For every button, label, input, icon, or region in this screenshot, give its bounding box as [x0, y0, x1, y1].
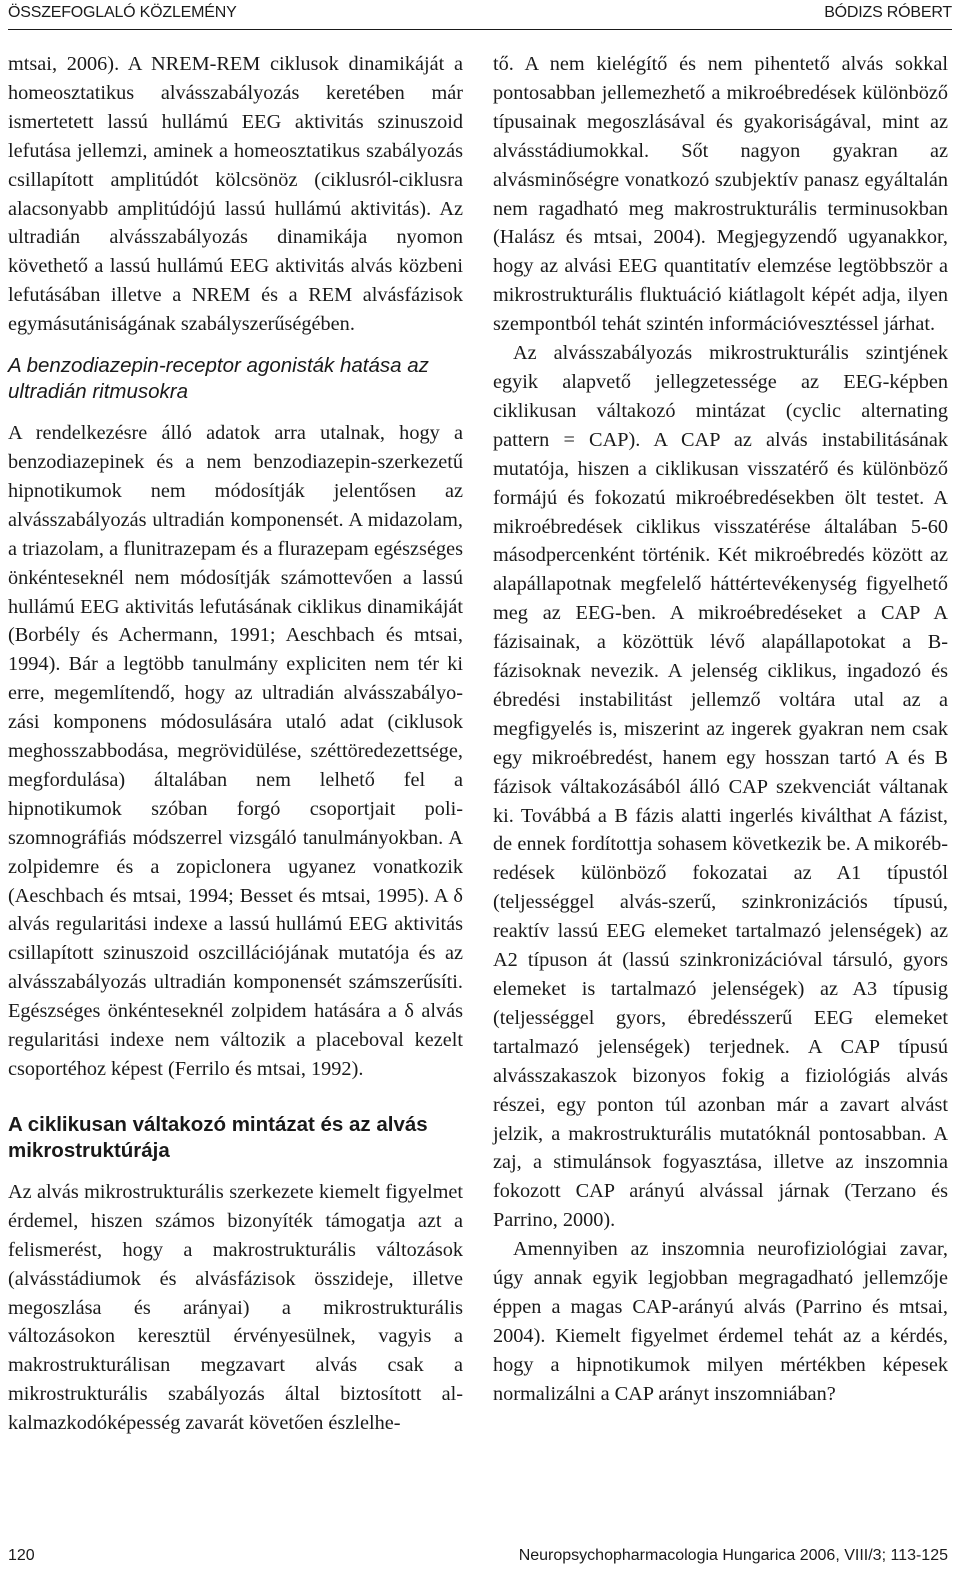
paragraph-microarousals: tő. A nem kielégítő és nem pihentető alvás sokkal pontosabban jellemezhető a mikroébredések különböző típusainak megoszlásával és gyakoriságával, mint az alvásstádiumokkal. Sőt nagyon gyakran az alvásminőségre vonatkozó szubjektív panasz egyáltalán nem ragadható meg makrostrukturális terminusokban (Halász és mtsai, 2004). Megjegyzendő ugyanakkor, hogy az alvási EEG quantitatív elemzése legtöbbször a mikrostrukturális fluktuáció kiátlagolt képét adja, ilyen szempontból tehát szintén információvesztéssel járhat.	[493, 53, 948, 336]
section-heading-cap: A ciklikusan váltakozó mintázat és az alvás mikrostruktúrája	[8, 1112, 428, 1162]
page-number: 120	[8, 1547, 35, 1564]
paragraph-benzodiazepine-effects: A rendelkezésre álló adatok arra utalnak, hogy a benzodiazepinek és a nem benzodiazepin-szerkezetű hipnotikumok nem módosítják jelentősen az alvásszabályozás ultradián komponensét. A midazolam, a triazolam, a flunitrazepam és a flurazepam egészséges önkénteseknél nem módosítják számottevően a lassú hullámú EEG aktivitás lefutásának ciklikus dinamikáját (Borbély és Achermann, 1991; Aeschbach és mtsai, 1994). Bár a legtöbb tanulmány expliciten nem tér ki erre, megemlítendő, hogy az ultradián alvásszabályozási komponens módosulására utaló adat (ciklusok meghosszabbodása, megrövidülése, széttöredezettsége, megfordulása) általában nem lelhető fel a hipnotikumok szóban forgó csoportjait poliszomnográfiás módszerrel vizsgáló tanulmányokban. A zolpidemre és a zopiclonera ugyanez vonatkozik (Aeschbach és mtsai, 1994; Besset és mtsai, 1995). A δ alvás regularitási indexe a lassú hullámú EEG aktivitás csillapított szinuszoid oszcillációjának mutatója és az alvásszabályozás ultradián komponensét számszerűsíti. Egészséges önkénteseknél zolpidem hatására a δ alvás regularitási indexe nem változik a placeboval kezelt csoportéhoz képest (Ferrilo és mtsai, 1992).	[8, 422, 463, 1080]
running-head	[8, 4, 952, 30]
paragraph-ultradian-dynamics: mtsai, 2006). A NREM-REM ciklusok dinamikáját a homeosztatikus alvásszabályozás keretében már ismertetett lassú hullámú EEG aktivitás szinuszoid lefutása jellemzi, aminek a homeosztatikus szabályozás csillapított amplitúdót kölcsönöz (ciklusról-ciklusra alacsonyabb amplitúdójú lassú hullámú aktivitás). Az ultradián alvásszabályozás dinamikája nyomon követhető a lassú hullámú EEG aktivitás alvás közbeni lefutásában illetve a NREM és a REM alvásfázisok egymásutániságának szabályszerűségében.	[8, 53, 463, 336]
paragraph-cap-definition: Az alvásszabályozás mikrostrukturális szintjének egyik alapvető jellegzetessége az EEG-képben ciklikusan váltakozó mintázat (cyclic alternating pattern = CAP). A CAP az alvás instabilitásának mutatója, hiszen a ciklikusan visszatérő és különböző formájú és fokozatú mikroébredésekben ölt testet. A mikroébredések ciklikus visszatérése általában 5-60 másodpercenként történik. Két mikroébredés között az alapállapotnak megfelelő háttértevékenység figyelhető meg az EEG-ben. A mikroébredéseket a CAP A fázisainak, a közöttük lévő alapállapotokat a B-fázisoknak nevezik. A jelenség ciklikus, ingadozó és ébredési instabilitást jellemző voltára utal az a megfigyelés is, miszerint az ingerek gyakran nem csak egy mikroébredést, hanem egy hosszan tartó A és B fázisok váltakozásából álló CAP szekvenciát váltanak ki. Továbbá a B fázis alatti ingerlés kiválthat A fázist, de ennek fordítottja sohasem következik be. A mikorébredések különböző fokozatai az A1 típustól (teljességgel alvás-szerű, szinkronizációs típusú, reaktív lassú EEG elemeket tartalmazó jelenségek) az A2 típuson át (lassú szinkronizációval társuló, gyors elemeket is tartalmazó jelenségek) az A3 típusig (teljességgel gyors, ébredésszerű EEG elemeket tartalmazó jelenségek) terjednek. A CAP típusú alvásszakaszok bizonyos fokig a fiziológiás alvás részei, egy ponton túl azonban már a zavart alvást jelzik, a makrostrukturális mutatóknál pontosabban. A zaj, a stimulánsok fogyasztása, illetve az inszomnia fokozott CAP arányú alvással járnak (Terzano és Parrino, 2000).	[493, 342, 948, 1232]
paragraph-insomnia-cap: Amennyiben az inszomnia neurofiziológiai zavar, úgy annak egyik legjobban megragadható jellemzője éppen a magas CAP-arányú alvás (Parrino és mtsai, 2004). Kiemelt figyelmet érdemel tehát az a kérdés, hogy a hipnotikumok milyen mértékben képesek normalizálni a CAP arányt inszomniában?	[493, 1238, 948, 1405]
paragraph-microstructure: Az alvás mikrostrukturális szerkezete kiemelt figyelmet érdemel, hiszen számos bizonyíték támogatja azt a felismerést, hogy a makrostrukturális változások (alvásstádiumok és alvásfázisok összideje, illetve megoszlása és arányai) a mikrostrukturális változásokon keresztül érvényesülnek, vagyis a makrostrukturálisan megzavart alvás csak a mikrostrukturális szabályozás által biztosított alkalmazkodóképesség zavarát követően észlelhe-	[8, 1180, 463, 1435]
author-name: BÓDIZS RÓBERT	[824, 4, 952, 21]
section-label: ÖSSZEFOGLALÓ KÖZLEMÉNY	[8, 4, 237, 21]
journal-citation: Neuropsychopharmacologia Hungarica 2006, VIII/3; 113-125	[518, 1547, 948, 1564]
right-column	[493, 50, 948, 1409]
header-rule	[8, 29, 952, 30]
section-heading-benzodiazepine: A benzodiazepin-receptor agonisták hatása az ultradián ritmusokra	[8, 354, 429, 404]
left-column	[8, 50, 463, 1438]
page-footer	[8, 1547, 948, 1577]
